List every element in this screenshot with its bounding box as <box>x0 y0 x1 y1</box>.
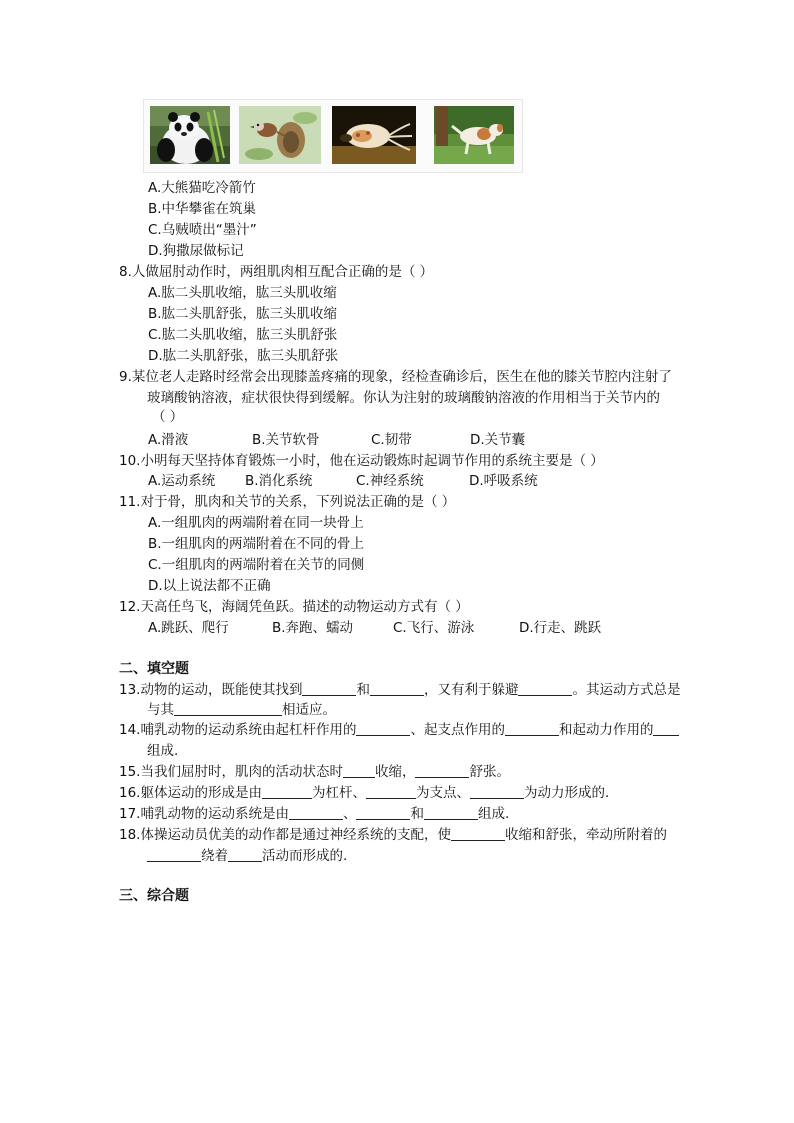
q12-stem: 12.天高任鸟飞，海阔凭鱼跃。描述的动物运动方式有（ ） <box>119 599 469 615</box>
dog-marking-image <box>434 106 514 164</box>
q13-line2 <box>147 701 336 719</box>
q13-line1 <box>119 681 680 699</box>
q17-text-c: 和 <box>410 806 424 822</box>
q15-text-c: 舒张。 <box>469 764 510 780</box>
q16-text-d: 为动力形成的. <box>523 785 610 801</box>
q7-option-b: B.中华攀雀在筑巢 <box>148 201 257 217</box>
q15-line <box>119 763 510 781</box>
q13-text-e: 与其 <box>147 702 174 718</box>
q14-line1 <box>119 721 679 739</box>
q9-option-c: C.韧带 <box>371 432 412 448</box>
q17-text-d: 组成. <box>477 806 510 822</box>
q8-option-c: C.肱二头肌收缩，肱三头肌舒张 <box>148 327 338 343</box>
q17-blank-1[interactable] <box>289 805 343 820</box>
q13-blank-3[interactable] <box>518 681 572 696</box>
q14-text-b: 、起支点作用的 <box>410 722 505 738</box>
q18-line2 <box>147 847 347 865</box>
q16-text-a: 16.躯体运动的形成是由 <box>119 785 262 801</box>
q10-option-d: D.呼吸系统 <box>469 473 538 489</box>
q16-blank-1[interactable] <box>262 784 312 799</box>
q12-option-a: A.跳跃、爬行 <box>148 620 229 636</box>
q9-stem-line2: 玻璃酸钠溶液，症状很快得到缓解。你认为注射的玻璃酸钠溶液的作用相当于关节内的 <box>147 390 660 406</box>
q13-blank-2[interactable] <box>370 681 424 696</box>
q18-line1 <box>119 826 667 844</box>
q14-text-c: 和起动力作用的 <box>558 722 654 738</box>
q18-blank-3[interactable] <box>228 847 262 862</box>
q14-blank-1[interactable] <box>356 721 410 736</box>
q11-option-d: D.以上说法都不正确 <box>148 578 271 594</box>
q13-blank-1[interactable] <box>302 681 356 696</box>
q10-stem: 10.小明每天坚持体育锻炼一小时，他在运动锻炼时起调节作用的系统主要是（ ） <box>119 453 604 469</box>
q8-option-b: B.肱二头肌舒张，肱三头肌收缩 <box>148 306 338 322</box>
q15-blank-1[interactable] <box>343 763 375 778</box>
q16-text-b: 为杠杆、 <box>311 785 366 801</box>
q10-options-row <box>0 472 794 490</box>
q18-text-c: 绕着 <box>201 848 228 864</box>
q16-text-c: 为支点、 <box>415 785 470 801</box>
q13-blank-4[interactable] <box>174 701 282 716</box>
q10-option-c: C.神经系统 <box>356 473 424 489</box>
q18-text-d: 活动而形成的. <box>262 848 348 864</box>
q9-options-row <box>0 431 794 449</box>
q7-option-c: C.乌贼喷出“墨汁” <box>148 222 257 238</box>
q10-option-a: A.运动系统 <box>148 473 216 489</box>
section-comprehensive-title: 三、综合题 <box>119 888 189 904</box>
q12-option-c: C.飞行、游泳 <box>393 620 475 636</box>
q8-option-d: D.肱二头肌舒张，肱三头肌舒张 <box>148 348 339 364</box>
q7-option-d: D.狗撒尿做标记 <box>148 243 244 259</box>
bird-building-nest-image <box>239 106 321 164</box>
q15-text-b: 收缩， <box>374 764 416 780</box>
q13-text-f: 相适应。 <box>282 702 336 718</box>
q12-option-d: D.行走、跳跃 <box>519 620 602 636</box>
q12-options-row <box>0 619 794 637</box>
q11-stem: 11.对于骨，肌肉和关节的关系，下列说法正确的是（ ） <box>119 494 456 510</box>
q13-text-a: 13.动物的运动，既能使其找到 <box>119 682 303 698</box>
q16-line <box>119 784 609 802</box>
q14-blank-3[interactable] <box>653 721 679 736</box>
q13-text-d: 。其运动方式总是 <box>572 682 681 698</box>
q11-option-b: B.一组肌肉的两端附着在不同的骨上 <box>148 536 365 552</box>
q9-stem-line1: 9.某位老人走路时经常会出现膝盖疼痛的现象，经检查确诊后，医生在他的膝关节腔内注射了 <box>119 369 672 385</box>
q9-option-a: A.滑液 <box>148 432 189 448</box>
q11-option-c: C.一组肌肉的两端附着在关节的同侧 <box>148 557 365 573</box>
q9-option-b: B.关节软骨 <box>252 432 320 448</box>
q14-text-a: 14.哺乳动物的运动系统由起杠杆作用的 <box>119 722 357 738</box>
q7-option-a: A.大熊猫吃冷箭竹 <box>148 180 256 196</box>
q17-blank-2[interactable] <box>356 805 410 820</box>
q9-answer-bracket: （ ） <box>152 409 184 425</box>
q12-option-b: B.奔跑、蠕动 <box>272 620 354 636</box>
q9-option-d: D.关节囊 <box>470 432 526 448</box>
q18-blank-2[interactable] <box>147 847 201 862</box>
q15-text-a: 15.当我们屈肘时，肌肉的活动状态时 <box>119 764 343 780</box>
q11-option-a: A.一组肌肉的两端附着在同一块骨上 <box>148 515 364 531</box>
q8-option-a: A.肱二头肌收缩，肱三头肌收缩 <box>148 285 337 301</box>
q13-text-b: 和 <box>356 682 370 698</box>
q18-blank-1[interactable] <box>451 826 505 841</box>
q16-blank-2[interactable] <box>366 784 416 799</box>
q16-blank-3[interactable] <box>470 784 524 799</box>
q18-text-b: 收缩和舒张，牵动所附着的 <box>504 827 667 843</box>
q17-text-b: 、 <box>342 806 357 822</box>
q14-line2: 组成. <box>147 743 179 759</box>
q17-blank-3[interactable] <box>424 805 478 820</box>
q10-option-b: B.消化系统 <box>245 473 313 489</box>
section-fill-in-title: 二、填空题 <box>119 661 189 677</box>
q15-blank-2[interactable] <box>415 763 469 778</box>
panda-eating-bamboo-image <box>150 106 230 164</box>
q13-text-c: ，又有利于躲避 <box>423 682 519 698</box>
q8-stem: 8.人做屈肘动作时，两组肌肉相互配合正确的是（ ） <box>119 264 434 280</box>
q17-line <box>119 805 509 823</box>
question-image-strip <box>143 99 523 173</box>
q17-text-a: 17.哺乳动物的运动系统是由 <box>119 806 289 822</box>
squid-ink-image <box>332 106 416 164</box>
q14-blank-2[interactable] <box>505 721 559 736</box>
q18-text-a: 18.体操运动员优美的动作都是通过神经系统的支配，使 <box>119 827 451 843</box>
